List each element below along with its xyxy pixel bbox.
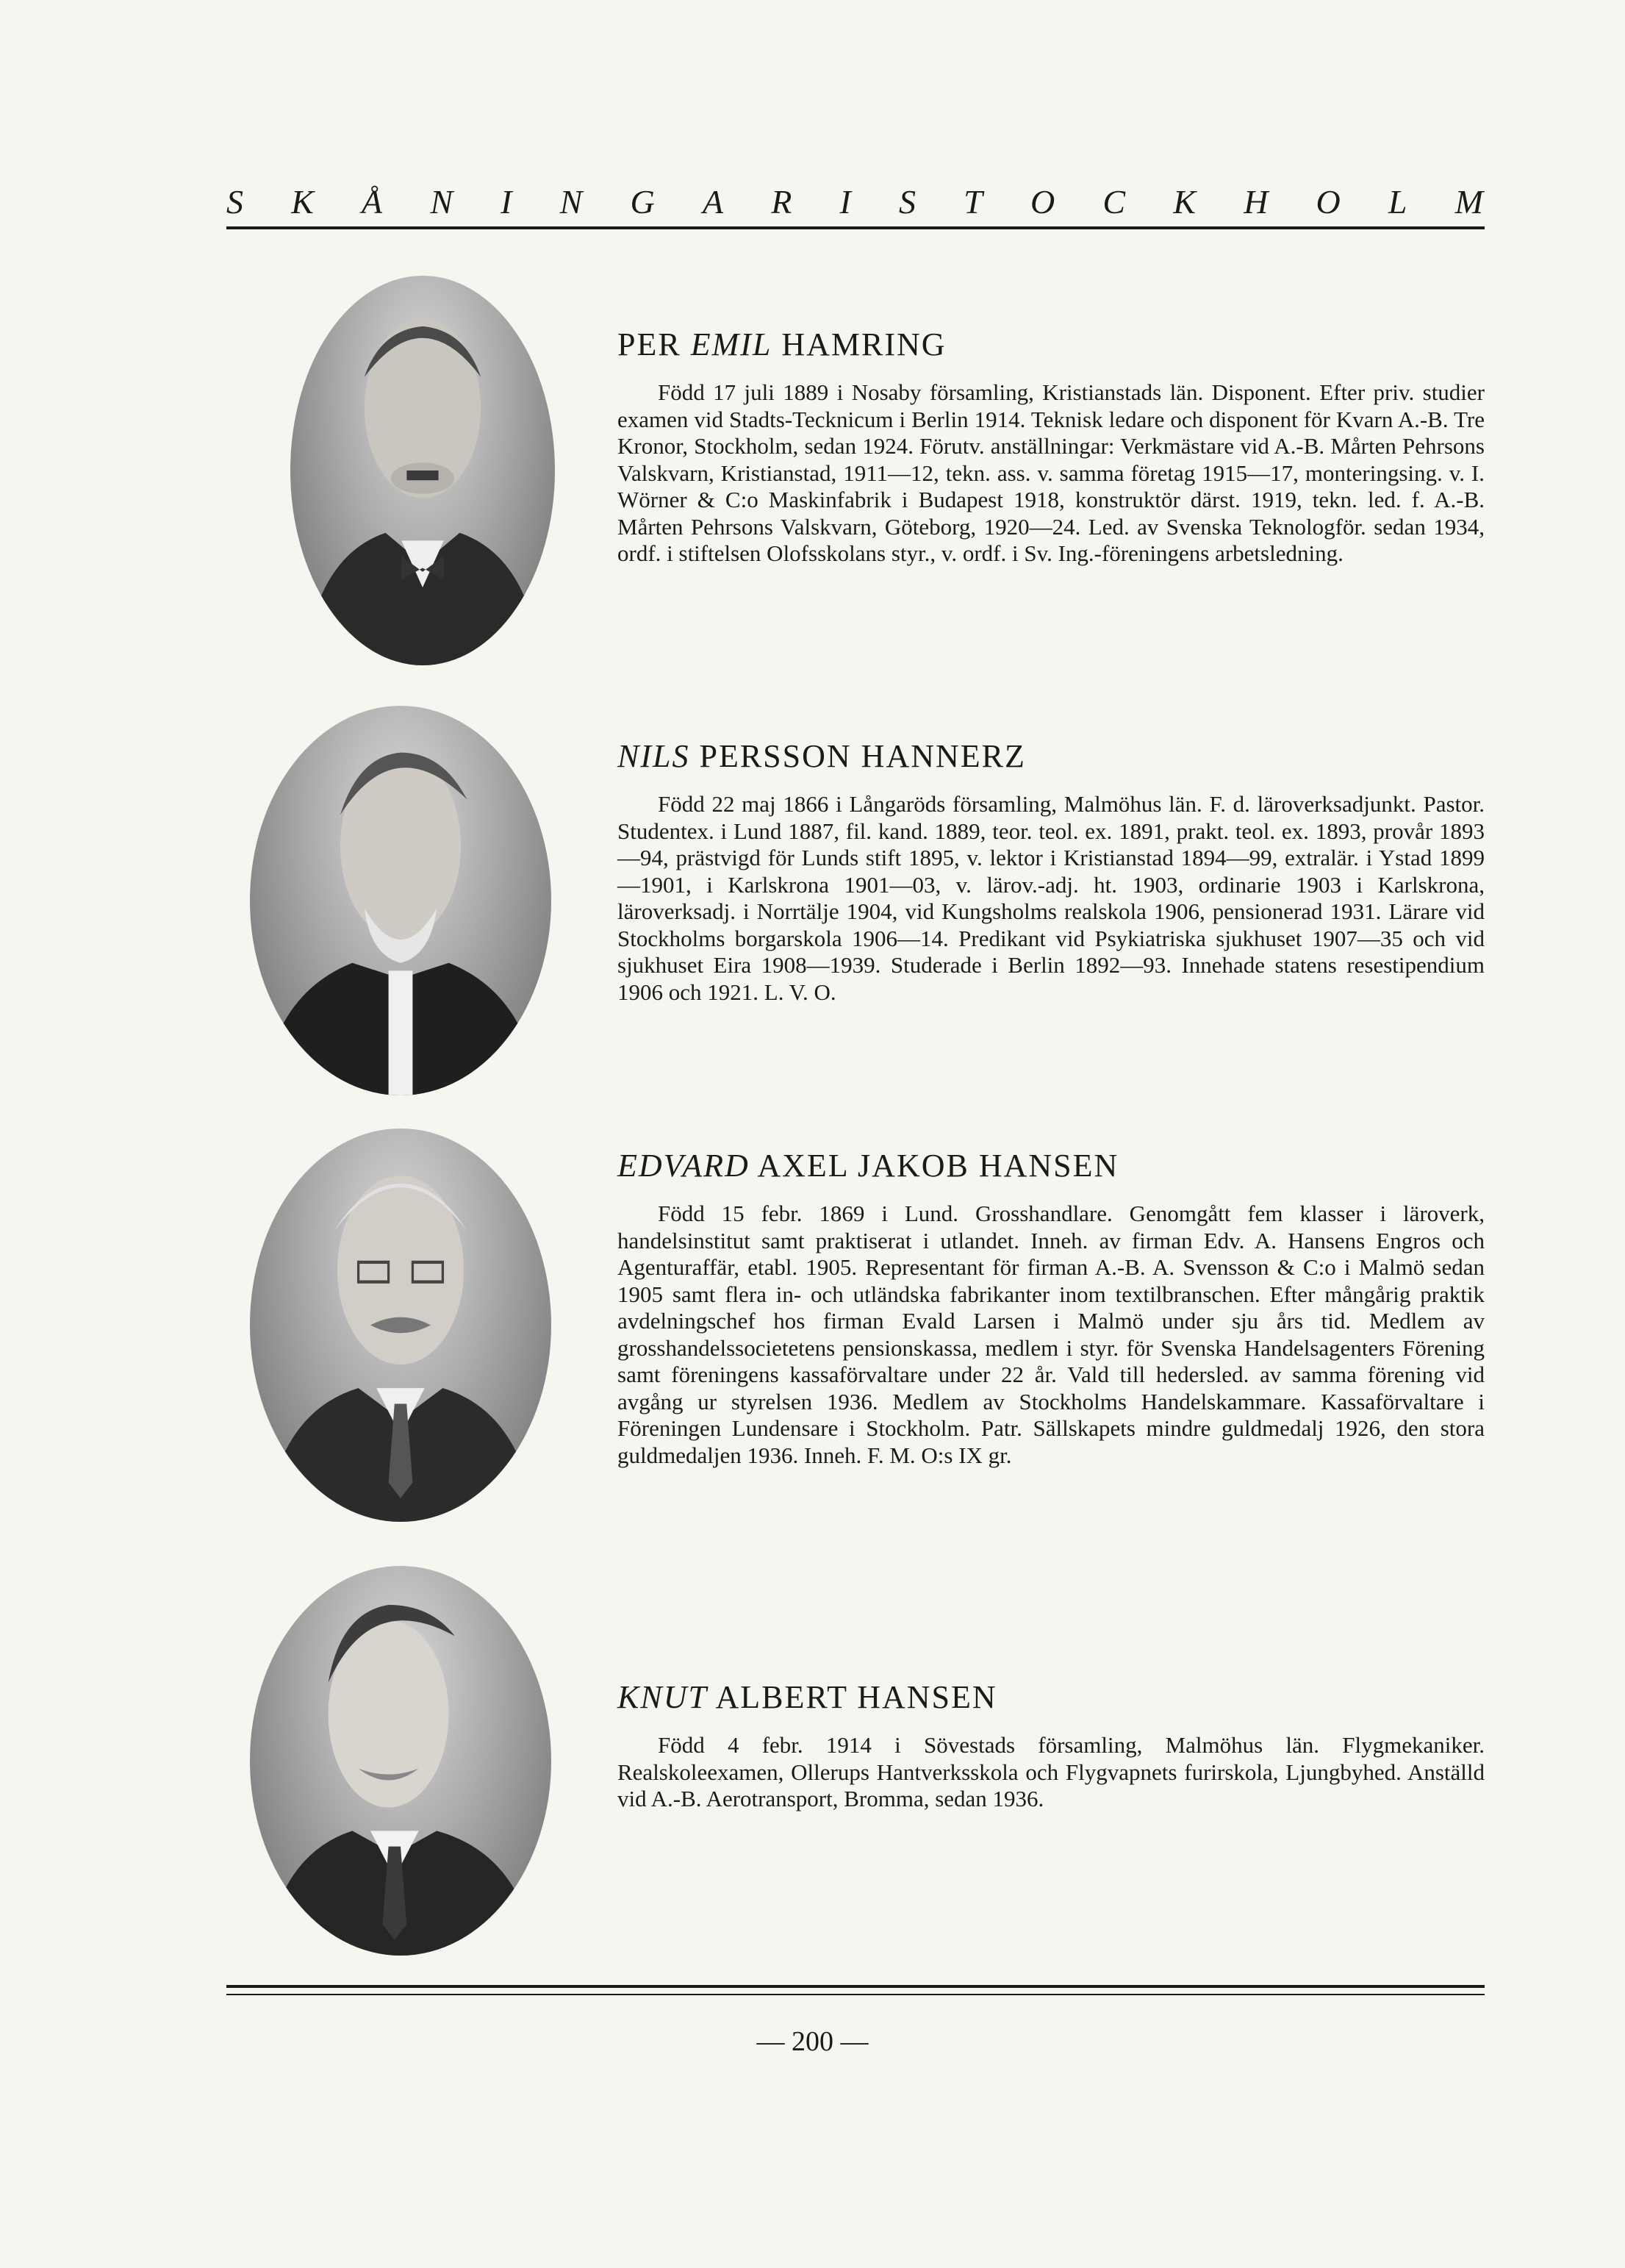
biography-entry bbox=[617, 326, 1485, 568]
biography-text: Född 15 febr. 1869 i Lund. Grosshandlare. Genomgått fem klasser i läroverk, handelsinstitut samt praktiserat i utlandet. Inneh. av firman Edv. A. Hansens Engros och Agenturaffär, etabl. 1905. Representant för firman A.-B. A. Svensson & C:o i Malmö sedan 1905 samt flera in- och utländska fabrikanter inom textilbranschen. Efter mångårig praktik avdelningschef hos firman Evald Larsen i Malmö under sju års tid. Medlem av grosshandelssocietetens pensionskassa, medlem i styr. för Svenska Handelsagenters Förening samt föreningens kassaförvaltare under 22 år. Vald till hedersled. av samma förening vid avgång ur styrelsen 1936. Medlem av Stockholms Handelskammare. Kassaförvaltare i Föreningen Lundensare i Stockholm. Patr. Sällskapets mindre guldmedalj 1926, den stora guldmedaljen 1936. Inneh. F. M. O:s IX gr. bbox=[617, 1201, 1485, 1468]
biography-text: Född 22 maj 1866 i Långaröds församling, Malmöhus län. F. d. läroverksadjunkt. Pastor. Studentex. i Lund 1887, fil. kand. 1889, teor. teol. ex. 1891, prakt. teol. ex. 1893, provår 1893—94, prästvigd för Lunds stift 1895, v. lektor i Kristianstad 1894—99, extralär. i Ystad 1899—1901, i Karlskrona 1901—03, v. lärov.-adj. ht. 1903, ordinarie 1903 i Karlskrona, läroverksadj. i Norrtälje 1904, vid Kungsholms realskola 1906, pensionerad 1931. Lärare vid Stockholms borgarskola 1906—14. Predikant vid Psykiatriska sjukhuset 1907—35 och vid sjukhuset Eira 1908—1939. Studerade i Berlin 1892—93. Innehade statens resestipendium 1906 och 1921. L. V. O. bbox=[617, 791, 1485, 1005]
header-letter: I bbox=[839, 183, 853, 221]
portrait-edvard-axel-jakob-hansen bbox=[250, 1128, 551, 1522]
header-letter: S bbox=[899, 183, 917, 221]
person-name: NILS PERSSON HANNERZ bbox=[617, 738, 1026, 774]
header-letter: O bbox=[1030, 183, 1057, 221]
person-name: EDVARD AXEL JAKOB HANSEN bbox=[617, 1148, 1119, 1184]
biography-text: Född 17 juli 1889 i Nosaby församling, Kristianstads län. Disponent. Efter priv. studier examen vid Stadts-Tecknicum i Berlin 1914. Teknisk ledare och disponent för Kvarn A.-B. Tre Kronor, Stockholm, sedan 1924. Förutv. anställningar: Verkmästare vid A.-B. Mårten Pehrsons Valskvarn, Kristianstad, 1911—12, tekn. ass. v. samma företag 1915—17, monteringsing. v. I. Wörner & C:o Maskinfabrik i Budapest 1918, konstruktör därst. 1919, tekn. led. f. A.-B. Mårten Pehrsons Valskvarn, Göteborg, 1920—24. Led. av Svenska Teknologför. sedan 1934, ordf. i stiftelsen Olofsskolans styr., v. ordf. i Sv. Ing.-föreningens arbetsledning. bbox=[617, 379, 1485, 566]
person-name: KNUT ALBERT HANSEN bbox=[617, 1679, 997, 1715]
portrait-per-emil-hamring bbox=[290, 276, 555, 665]
header-letter: C bbox=[1102, 183, 1127, 221]
portrait-nils-persson-hannerz bbox=[250, 706, 551, 1095]
header-letter: L bbox=[1388, 183, 1409, 221]
header-letter: K bbox=[291, 183, 315, 221]
header-letter: T bbox=[964, 183, 984, 221]
footer-rule bbox=[226, 1985, 1485, 1988]
biography-entry bbox=[617, 1147, 1485, 1469]
biography-text: Född 4 febr. 1914 i Sövestads församling, Malmöhus län. Flygmekaniker. Realskoleexamen, Ollerups Hantverksskola och Flygvapnets furirskola, Ljungbyhed. Anställd vid A.-B. Aerotransport, Bromma, sedan 1936. bbox=[617, 1732, 1485, 1811]
biography-entry bbox=[617, 737, 1485, 1006]
person-name: PER EMIL HAMRING bbox=[617, 326, 947, 362]
header-letter: O bbox=[1316, 183, 1342, 221]
biography-entry bbox=[617, 1678, 1485, 1813]
header-letter: N bbox=[430, 183, 454, 221]
page-number: — 200 — bbox=[756, 2026, 869, 2057]
header-letter: Å bbox=[362, 183, 384, 221]
header-letter: I bbox=[501, 183, 514, 221]
header-letter: N bbox=[559, 183, 584, 221]
header-letter: G bbox=[630, 183, 656, 221]
header-rule bbox=[226, 226, 1485, 229]
footer-rule-thin bbox=[226, 1994, 1485, 1995]
header-letter: R bbox=[771, 183, 794, 221]
header-letter: H bbox=[1244, 183, 1270, 221]
header-letter: S bbox=[226, 183, 245, 221]
header-letter: K bbox=[1173, 183, 1197, 221]
header-letter: A bbox=[702, 183, 725, 221]
portrait-knut-albert-hansen bbox=[250, 1566, 551, 1956]
running-header bbox=[226, 182, 1485, 221]
header-letter: M bbox=[1454, 183, 1485, 221]
